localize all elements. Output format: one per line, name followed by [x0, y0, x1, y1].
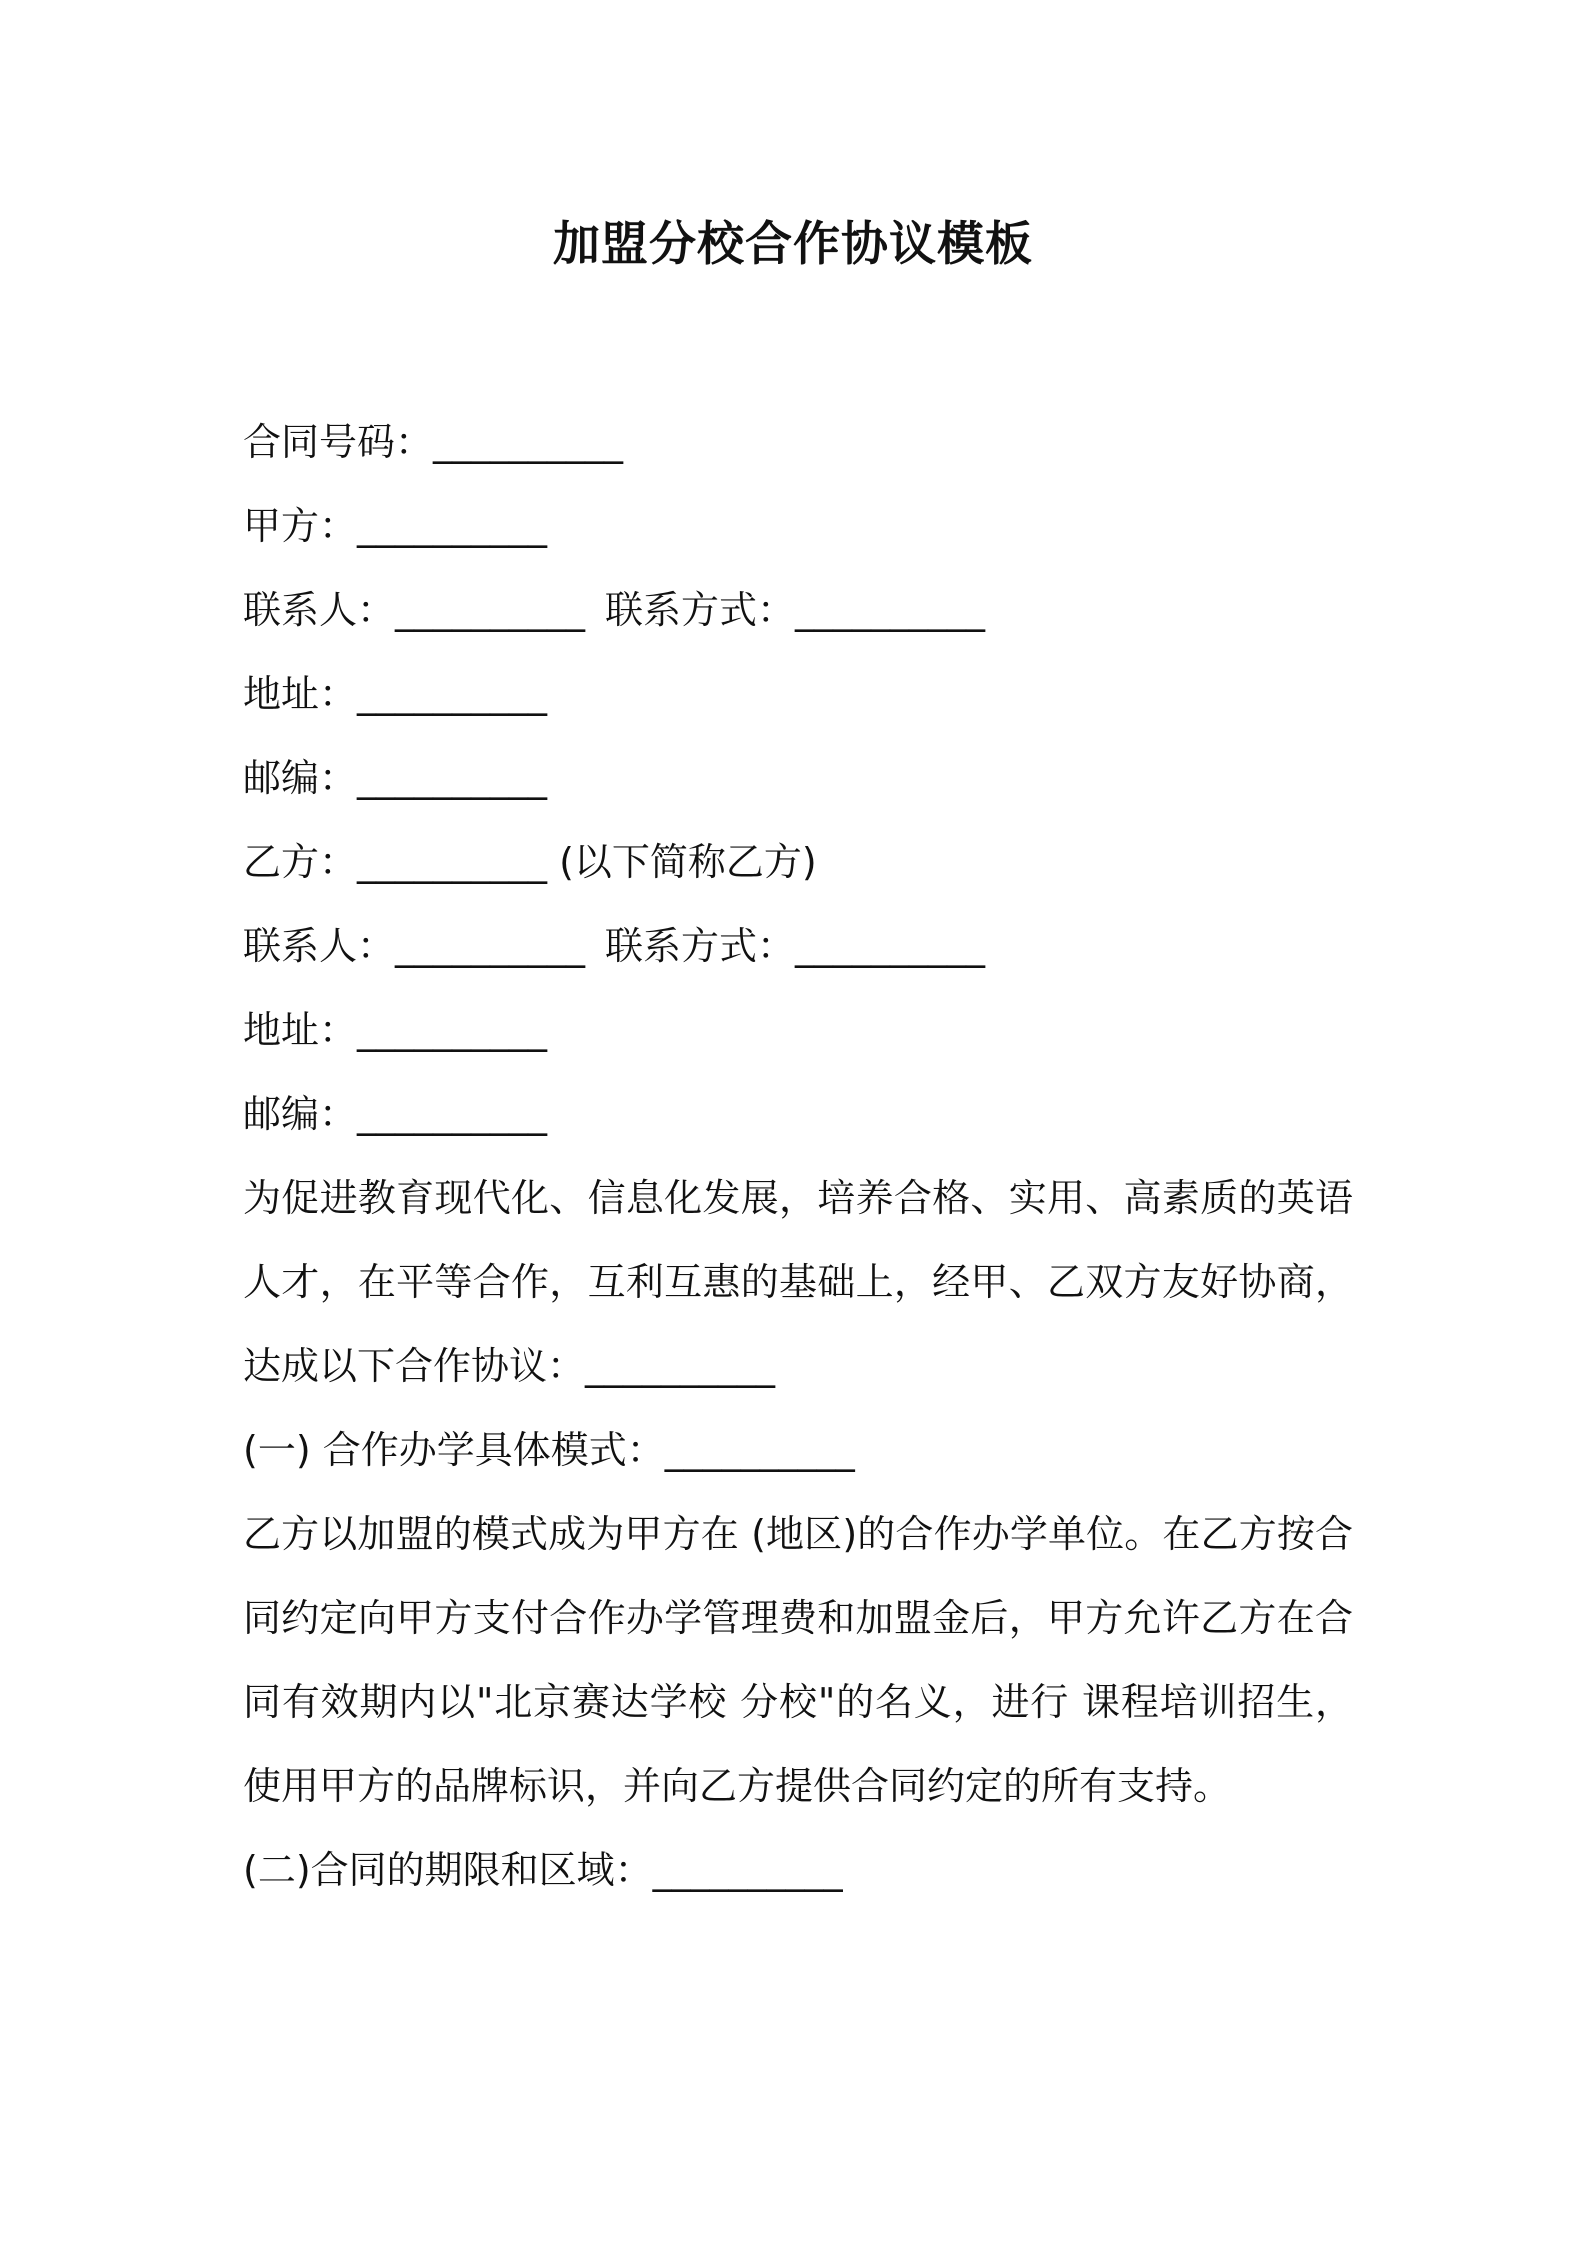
section-1-blank: __________ — [664, 1428, 855, 1472]
party-a-address-label: 地址： — [243, 672, 358, 716]
document-title: 加盟分校合作协议模板 — [553, 217, 1033, 272]
party-b-postcode-blank: __________ — [357, 1092, 548, 1136]
party-b-address-line — [243, 988, 1353, 1072]
party-b-address-blank: __________ — [357, 1008, 548, 1052]
section-1-body: 乙方以加盟的模式成为甲方在 (地区)的合作办学单位。在乙方按合同约定向甲方支付合作办学管理费和加盟金后，甲方允许乙方在合同有效期内以"北京赛达学校 分校"的名义，进行 课程培训招生，使用甲方的品牌标识，并向乙方提供合同约定的所有支持。 — [243, 1512, 1353, 1808]
party-b-contact-method-label: 联系方式： — [605, 924, 796, 968]
party-b-postcode-line — [243, 1072, 1353, 1156]
party-a-blank: __________ — [357, 504, 548, 548]
document-body — [243, 400, 1353, 1912]
preamble-text: 为促进教育现代化、信息化发展，培养合格、实用、高素质的英语人才，在平等合作，互利互惠的基础上，经甲、乙双方友好协商，达成以下合作协议： — [243, 1176, 1353, 1388]
party-a-label: 甲方： — [243, 504, 358, 548]
party-a-postcode-label: 邮编： — [243, 756, 358, 800]
party-a-postcode-line — [243, 736, 1353, 820]
party-a-contact-method-label: 联系方式： — [605, 588, 796, 632]
party-a-line — [243, 484, 1353, 568]
party-a-address-line — [243, 652, 1353, 736]
party-a-contact-blank: __________ — [395, 588, 586, 632]
party-b-postcode-label: 邮编： — [243, 1092, 358, 1136]
party-a-contact-label: 联系人： — [243, 588, 396, 632]
section-2-heading-line — [243, 1828, 1353, 1912]
section-1-heading: (一) 合作办学具体模式： — [243, 1428, 665, 1472]
section-2-heading: (二)合同的期限和区域： — [243, 1848, 653, 1892]
party-b-contact-blank: __________ — [395, 924, 586, 968]
party-b-contact-label: 联系人： — [243, 924, 396, 968]
party-a-postcode-blank: __________ — [357, 756, 548, 800]
section-1-heading-line — [243, 1408, 1353, 1492]
contract-number-line — [243, 400, 1353, 484]
party-a-address-blank: __________ — [357, 672, 548, 716]
party-b-note: (以下简称乙方) — [547, 840, 817, 884]
party-b-blank: __________ — [357, 840, 548, 884]
contract-number-blank: __________ — [433, 420, 624, 464]
preamble-blank: __________ — [585, 1344, 776, 1388]
party-b-label: 乙方： — [243, 840, 358, 884]
party-b-contact-line — [243, 904, 1353, 988]
contract-number-label: 合同号码： — [243, 420, 434, 464]
party-b-contact-method-blank: __________ — [795, 924, 986, 968]
party-b-line — [243, 820, 1353, 904]
preamble-paragraph — [243, 1156, 1353, 1408]
section-2-blank: __________ — [652, 1848, 843, 1892]
party-a-contact-method-blank: __________ — [795, 588, 986, 632]
party-a-contact-line — [243, 568, 1353, 652]
party-b-address-label: 地址： — [243, 1008, 358, 1052]
